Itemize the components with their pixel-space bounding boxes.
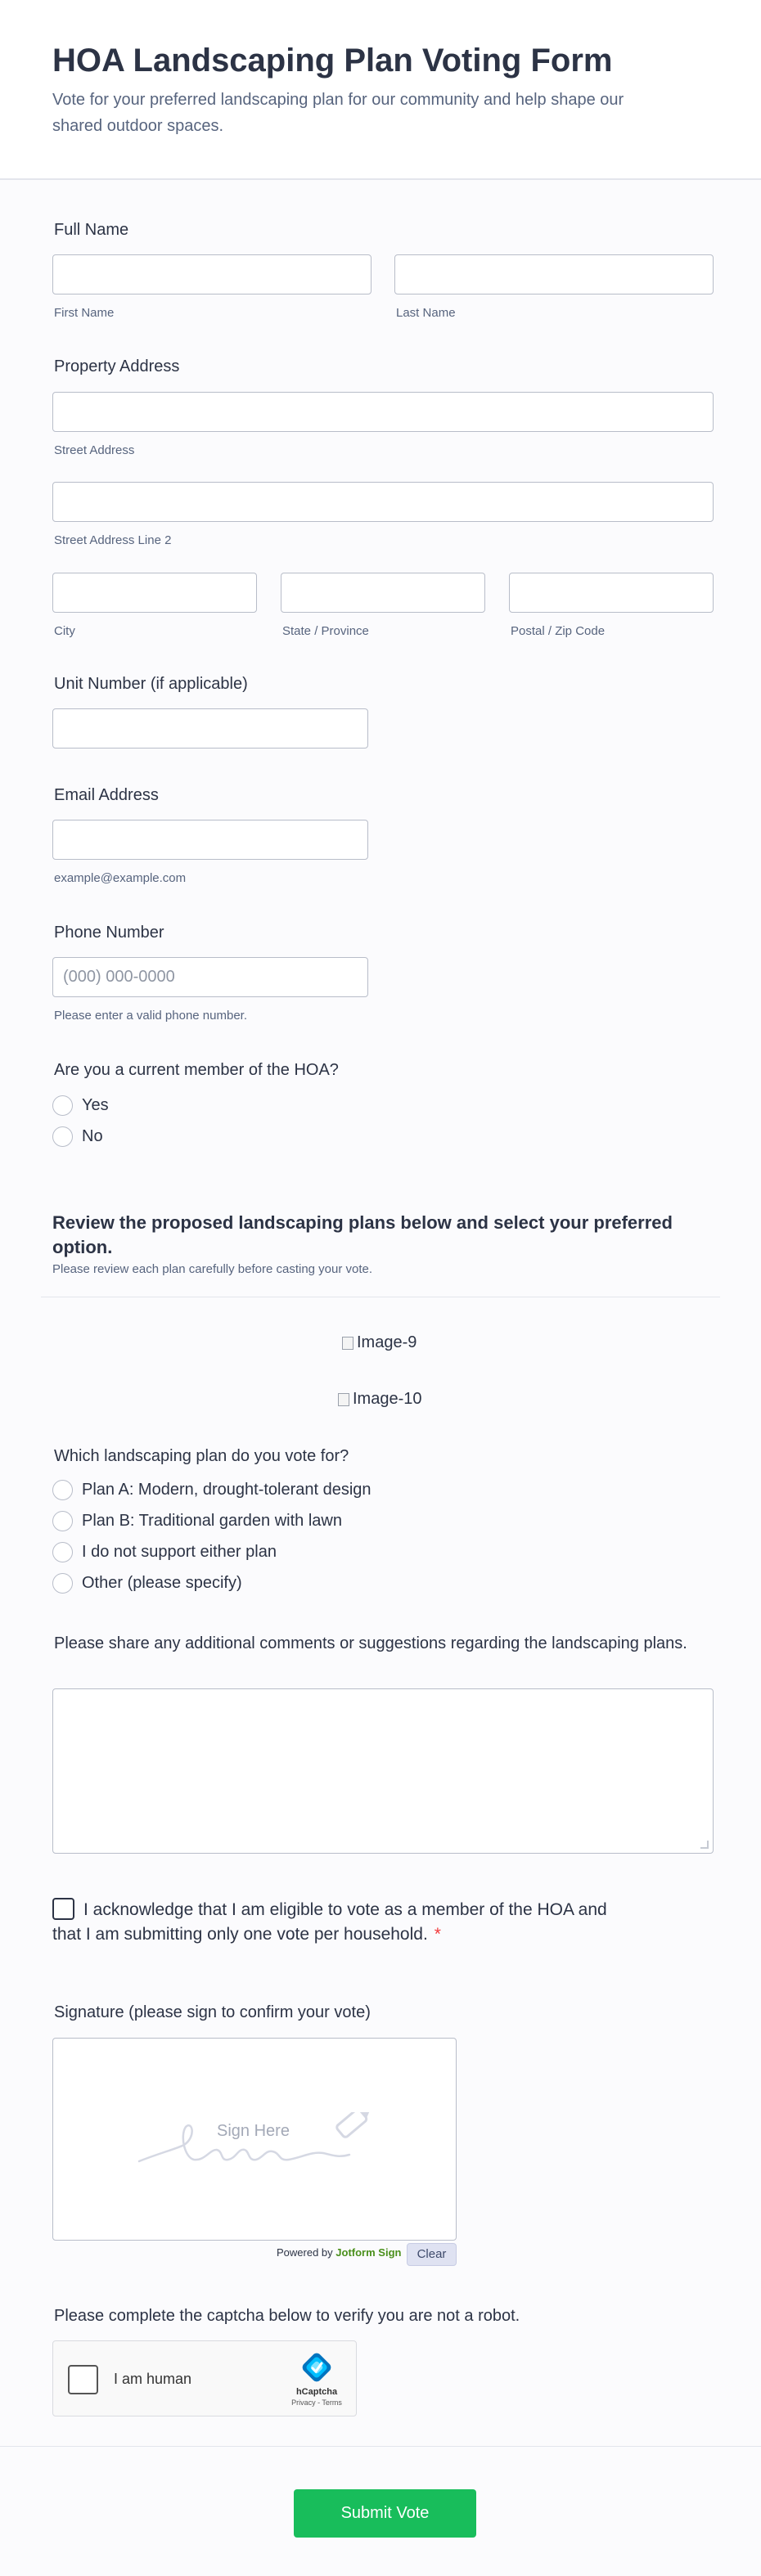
broken-image-icon [342, 1337, 353, 1350]
membership-yes-radio[interactable] [52, 1095, 73, 1116]
comments-textarea[interactable] [52, 1688, 714, 1854]
captcha-checkbox[interactable] [68, 2365, 98, 2394]
plan-image-9 [342, 1333, 417, 1352]
plan-image-10-alt: Image-10 [353, 1390, 422, 1408]
zip-input[interactable] [510, 573, 713, 612]
full-name-label: Full Name [54, 221, 129, 239]
resize-handle-icon[interactable] [700, 1841, 709, 1849]
unit-number-label: Unit Number (if applicable) [54, 675, 248, 693]
sign-here-text: Sign Here [217, 2122, 290, 2140]
form-header [0, 0, 761, 180]
vote-option-other-label[interactable]: Other (please specify) [82, 1574, 242, 1592]
hcaptcha-brand: hCaptcha [295, 2387, 338, 2397]
membership-label: Are you a current member of the HOA? [54, 1061, 339, 1079]
vote-label: Which landscaping plan do you vote for? [54, 1447, 349, 1465]
unit-number-input[interactable] [53, 709, 367, 748]
last-name-sublabel: Last Name [396, 306, 456, 320]
vote-option-a-label[interactable]: Plan A: Modern, drought-tolerant design [82, 1481, 371, 1499]
hcaptcha-logo-icon [300, 2351, 333, 2384]
comments-label: Please share any additional comments or suggestions regarding the landscaping plans. [54, 1634, 687, 1652]
review-heading: Review the proposed landscaping plans below and select your preferred option. [52, 1212, 673, 1257]
street-address-sublabel: Street Address [54, 443, 135, 457]
captcha-label: Please complete the captcha below to verify you are not a robot. [54, 2307, 520, 2325]
clear-signature-button[interactable]: Clear [407, 2243, 457, 2266]
email-label: Email Address [54, 786, 159, 804]
powered-by-text [277, 2246, 401, 2259]
membership-no-radio[interactable] [52, 1126, 73, 1147]
email-input[interactable] [53, 820, 367, 859]
submit-vote-button[interactable]: Submit Vote [294, 2489, 476, 2538]
phone-input[interactable] [53, 958, 367, 996]
city-field[interactable] [52, 573, 257, 613]
unit-number-field[interactable] [52, 708, 368, 749]
address-label: Property Address [54, 357, 180, 375]
vote-option-neither-label[interactable]: I do not support either plan [82, 1543, 277, 1561]
form-subtitle: Vote for your preferred landscaping plan for our community and help shape our shared outdoor spaces. [52, 91, 624, 135]
first-name-sublabel: First Name [54, 306, 115, 320]
street-address-2-field[interactable] [52, 482, 714, 522]
captcha-checkbox-label[interactable]: I am human [114, 2371, 192, 2387]
state-input[interactable] [281, 573, 484, 612]
membership-yes-label[interactable]: Yes [82, 1096, 109, 1114]
vote-option-a-radio[interactable] [52, 1480, 73, 1500]
state-sublabel: State / Province [282, 624, 369, 638]
street-address-input[interactable] [53, 393, 713, 431]
membership-no-label[interactable]: No [82, 1127, 103, 1145]
phone-field[interactable] [52, 957, 368, 997]
state-field[interactable] [281, 573, 485, 613]
zip-field[interactable] [509, 573, 714, 613]
signature-pad[interactable] [52, 2038, 457, 2241]
zip-sublabel: Postal / Zip Code [511, 624, 606, 638]
vote-option-b-label[interactable]: Plan B: Traditional garden with lawn [82, 1512, 342, 1530]
jotform-sign-brand: Jotform Sign [335, 2246, 402, 2259]
first-name-input[interactable] [53, 255, 371, 294]
signature-label: Signature (please sign to confirm your vote) [54, 2003, 371, 2021]
first-name-field[interactable] [52, 254, 371, 294]
acknowledge-label: I acknowledge that I am eligible to vote as a member of the HOA and that I am submitting only one vote per household. [52, 1900, 607, 1944]
broken-image-icon [338, 1393, 349, 1406]
street-address-field[interactable] [52, 392, 714, 432]
city-sublabel: City [54, 624, 75, 638]
phone-sublabel: Please enter a valid phone number. [54, 1009, 247, 1023]
review-subheading: Please review each plan carefully before casting your vote. [52, 1262, 373, 1276]
form-title: HOA Landscaping Plan Voting Form [52, 43, 613, 79]
plan-image-10 [338, 1390, 422, 1409]
email-sublabel: example@example.com [54, 871, 187, 885]
last-name-input[interactable] [395, 255, 713, 294]
required-asterisk: * [434, 1925, 441, 1944]
hcaptcha-privacy-terms[interactable]: Privacy - Terms [291, 2398, 342, 2407]
acknowledge-text[interactable] [52, 1898, 625, 1947]
hcaptcha-widget [52, 2340, 357, 2416]
vote-option-other-radio[interactable] [52, 1573, 73, 1594]
vote-option-b-radio[interactable] [52, 1511, 73, 1531]
street-address-2-input[interactable] [53, 483, 713, 521]
plan-image-9-alt: Image-9 [357, 1333, 417, 1351]
vote-option-neither-radio[interactable] [52, 1542, 73, 1562]
footer-divider [0, 2446, 761, 2447]
phone-label: Phone Number [54, 924, 164, 942]
email-field[interactable] [52, 820, 368, 860]
city-input[interactable] [53, 573, 256, 612]
street-address-2-sublabel: Street Address Line 2 [54, 533, 172, 547]
last-name-field[interactable] [394, 254, 714, 294]
powered-prefix: Powered by [277, 2246, 333, 2259]
